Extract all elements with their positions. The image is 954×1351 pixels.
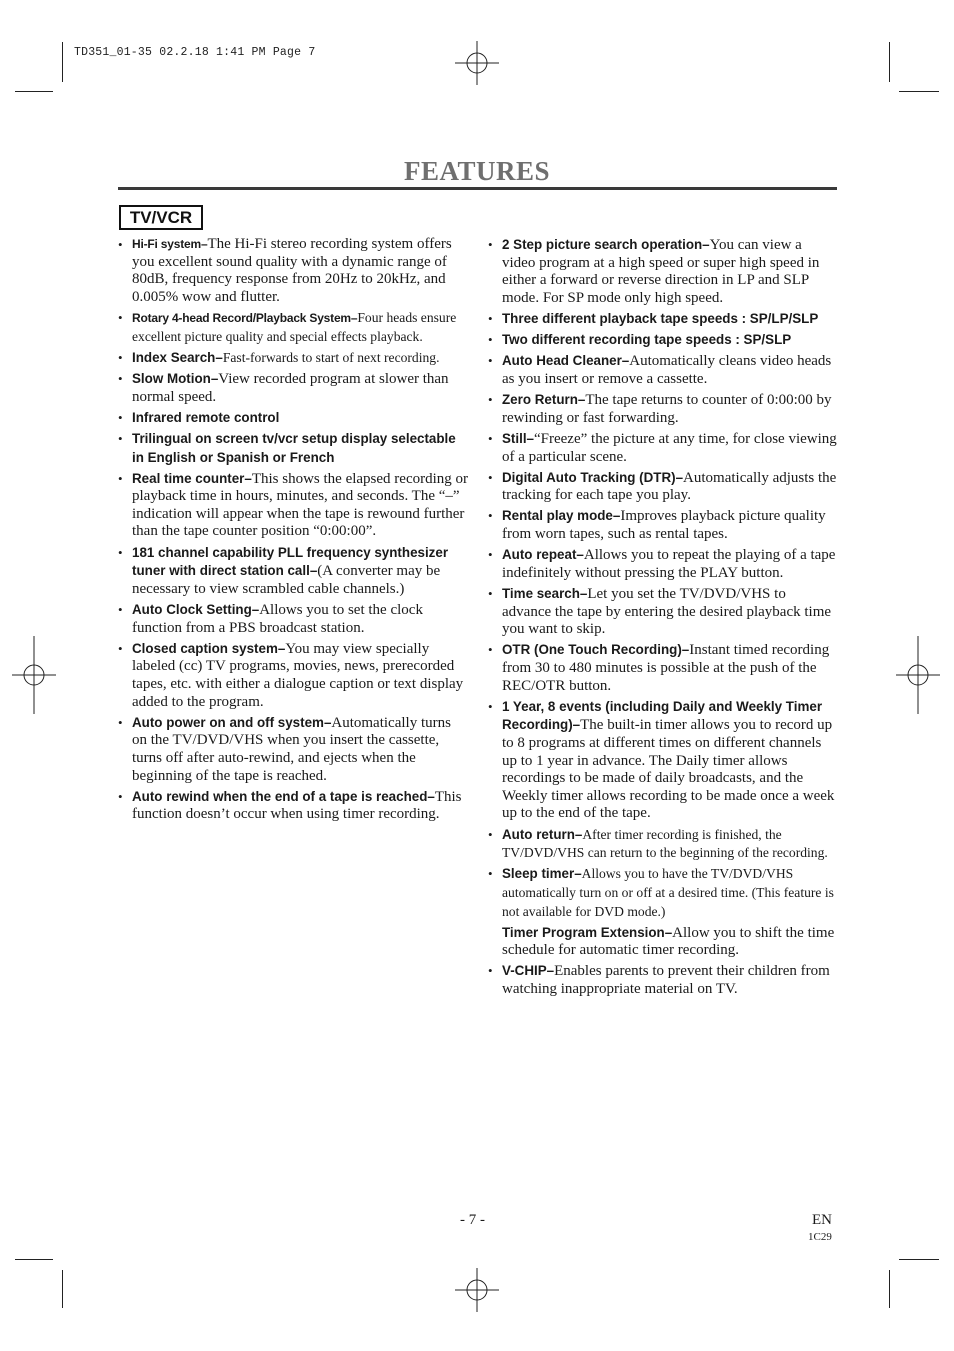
feature-label: Two different recording tape speeds : SP/SLP (502, 332, 792, 348)
feature-description: (A converter may be necessary to view scrambled cable channels.) (132, 563, 441, 597)
feature-item (118, 309, 468, 346)
feature-label: Zero Return– (502, 392, 586, 408)
feature-label: 181 channel capability PLL frequency synthesizer tuner with direct station call– (132, 544, 449, 579)
feature-item (118, 601, 468, 637)
print-slug: TD351_01-35 02.2.18 1:41 PM Page 7 (74, 46, 316, 59)
right-feature-list (488, 236, 838, 1001)
bullet-icon: • (488, 508, 493, 524)
feature-description: You may view specially labeled (cc) TV programs, movies, news, prerecorded tapes, etc. with either a dialogue caption or text display added to the program. (132, 640, 464, 710)
feature-description: “Freeze” the picture at any time, for close viewing of a particular scene. (502, 430, 837, 465)
feature-item (118, 370, 468, 406)
document-code: 1C29 (808, 1231, 832, 1243)
bullet-icon: • (488, 332, 493, 348)
feature-description: This function doesn’t occur when using timer recording. (132, 788, 462, 823)
feature-item (118, 409, 468, 428)
bullet-icon: • (488, 469, 493, 485)
bullet-icon: • (488, 826, 493, 842)
feature-item (488, 469, 838, 505)
feature-item (118, 788, 468, 824)
bullet-icon: • (118, 602, 123, 618)
crop-mark (899, 91, 939, 92)
title-rule (118, 187, 837, 190)
bullet-icon: • (488, 392, 493, 408)
feature-item (118, 640, 468, 711)
feature-item (118, 470, 468, 541)
feature-item (488, 698, 838, 823)
bullet-icon: • (118, 409, 123, 425)
left-feature-list (118, 236, 468, 827)
feature-description: View recorded program at slower than normal speed. (132, 370, 449, 405)
bullet-icon: • (118, 544, 123, 560)
feature-label: Still– (502, 430, 534, 446)
feature-item (488, 331, 838, 350)
feature-label: Auto Clock Setting– (132, 602, 260, 618)
feature-description: Allows you to repeat the playing of a tape indefinitely without pressing the PLAY button. (502, 547, 836, 581)
feature-item (118, 544, 468, 599)
bullet-icon: • (488, 963, 493, 979)
bullet-icon: • (488, 642, 493, 658)
bullet-icon: • (118, 788, 123, 804)
bullet-icon: • (488, 430, 493, 446)
feature-item (488, 430, 838, 466)
feature-item (488, 865, 838, 921)
feature-label: Time search– (502, 586, 588, 602)
feature-label: Rotary 4-head Record/Playback System– (132, 310, 358, 325)
feature-label: 1 Year, 8 events (including Daily and Weekly Timer Recording)– (502, 698, 823, 733)
crop-mark (62, 1270, 63, 1308)
crop-mark (889, 42, 890, 82)
feature-label: Closed caption system– (132, 640, 286, 656)
bullet-icon: • (488, 547, 493, 563)
feature-description: Fast-forwards to start of next recording. (222, 349, 440, 365)
bullet-icon: • (118, 309, 123, 325)
registration-mark-icon (12, 636, 56, 714)
feature-label: 2 Step picture search operation– (502, 237, 710, 252)
bullet-icon: • (488, 237, 493, 252)
feature-item (488, 962, 838, 998)
feature-description: Automatically adjusts the tracking for each tape you play. (502, 469, 837, 504)
feature-item (118, 349, 468, 368)
feature-description: Four heads ensure excellent picture quality and special effects playback. (132, 309, 457, 344)
feature-label: Auto rewind when the end of a tape is reached– (132, 788, 435, 804)
feature-description: The built-in timer allows you to record up to 8 programs at different times on different channels up to 1 year in advance. The Daily timer allows recordings to be made of daily broadcasts, and the Weekly timer allows recording to be made once a week up to the end of the tape. (502, 717, 835, 822)
registration-mark-icon (455, 1268, 499, 1312)
feature-description: This shows the elapsed recording or playback time in hours, minutes, and seconds. The “–” indication will appear when the tape is rewound further than the tape counter position “0:00:00”. (132, 470, 469, 540)
feature-label: V-CHIP– (502, 963, 555, 979)
feature-description: Automatically turns on the TV/DVD/VHS when you insert the cassette, turns off after auto-rewind, and ejects when the beginning of the tape is reached. (132, 714, 451, 784)
feature-label: Trilingual on screen tv/vcr setup display selectable in English or Spanish or French (132, 430, 456, 465)
crop-mark (15, 1259, 53, 1260)
bullet-icon: • (488, 310, 493, 326)
feature-label: Index Search– (132, 349, 223, 365)
feature-label: Hi-Fi system– (132, 237, 208, 251)
bullet-icon: • (118, 714, 123, 730)
feature-item (488, 391, 838, 427)
bullet-icon: • (488, 866, 493, 882)
feature-label: Timer Program Extension– (502, 924, 673, 940)
feature-description: Instant timed recording from 30 to 480 minutes is possible at the push of the REC/OTR button. (502, 642, 830, 694)
feature-item (118, 236, 468, 306)
feature-description: Enables parents to prevent their children from watching inappropriate material on TV. (502, 963, 830, 998)
feature-description: Improves playback picture quality from worn tapes, such as rental tapes. (502, 508, 826, 543)
feature-label: Auto power on and off system– (132, 714, 332, 730)
feature-label: Auto Head Cleaner– (502, 353, 630, 369)
feature-label: OTR (One Touch Recording)– (502, 642, 690, 658)
registration-mark-icon (896, 636, 940, 714)
feature-item (488, 641, 838, 695)
feature-description: The tape returns to counter of 0:00:00 by rewinding or fast forwarding. (502, 392, 832, 426)
feature-label: Rental play mode– (502, 508, 621, 524)
feature-label: Digital Auto Tracking (DTR)– (502, 469, 684, 485)
feature-item (488, 924, 838, 960)
feature-description: Let you set the TV/DVD/VHS to advance the tape by entering the desired playback time you want to skip. (502, 586, 832, 638)
feature-label: Infrared remote control (132, 409, 280, 425)
bullet-icon: • (118, 370, 123, 386)
bullet-icon: • (118, 470, 123, 486)
feature-description: Allows you to have the TV/DVD/VHS automatically turn on or off at a desired time. (This feature is not available for DVD mode.) (502, 866, 834, 919)
feature-item (488, 507, 838, 543)
page-number: - 7 - (460, 1212, 485, 1228)
crop-mark (15, 91, 53, 92)
feature-label: Auto return– (502, 826, 583, 842)
feature-label: Three different playback tape speeds : SP/LP/SLP (502, 310, 819, 326)
page-title: FEATURES (403, 156, 551, 186)
feature-item (118, 430, 468, 467)
crop-mark (899, 1259, 939, 1260)
feature-label: Sleep timer– (502, 866, 582, 882)
language-code: EN (812, 1212, 832, 1228)
feature-description: You can view a video program at a high speed or super high speed in either a forward or reverse direction in LP and SLP mode. For SP mode only high speed. (502, 237, 820, 306)
feature-item (488, 310, 838, 329)
feature-label: Real time counter– (132, 470, 252, 486)
feature-description: After timer recording is finished, the TV/DVD/VHS can return to the beginning of the recording. (502, 826, 828, 861)
feature-label: Auto repeat– (502, 547, 584, 563)
feature-item (118, 714, 468, 785)
feature-label: Slow Motion– (132, 370, 219, 386)
bullet-icon: • (118, 349, 123, 365)
feature-item (488, 352, 838, 388)
bullet-icon: • (118, 237, 123, 252)
feature-description: Allow you to shift the time schedule for automatic timer recording. (502, 924, 835, 959)
crop-mark (889, 1270, 890, 1308)
feature-item (488, 236, 838, 307)
bullet-icon: • (488, 586, 493, 602)
crop-mark (62, 42, 63, 82)
bullet-icon: • (118, 640, 123, 656)
registration-mark-icon (455, 41, 499, 85)
bullet-icon: • (118, 430, 123, 446)
bullet-icon: • (488, 353, 493, 369)
bullet-icon: • (488, 698, 493, 714)
section-badge: TV/VCR (119, 205, 203, 230)
feature-item (488, 546, 838, 582)
feature-description: The Hi-Fi stereo recording system offers you excellent sound quality with a dynamic range of 80dB, frequency response from 20Hz to 20kHz, and 0.005% wow and flutter. (132, 236, 452, 305)
feature-item (488, 585, 838, 639)
feature-description: Automatically cleans video heads as you insert or remove a cassette. (502, 353, 832, 387)
feature-item (488, 826, 838, 863)
feature-description: Allows you to set the clock function from a PBS broadcast station. (132, 602, 423, 636)
